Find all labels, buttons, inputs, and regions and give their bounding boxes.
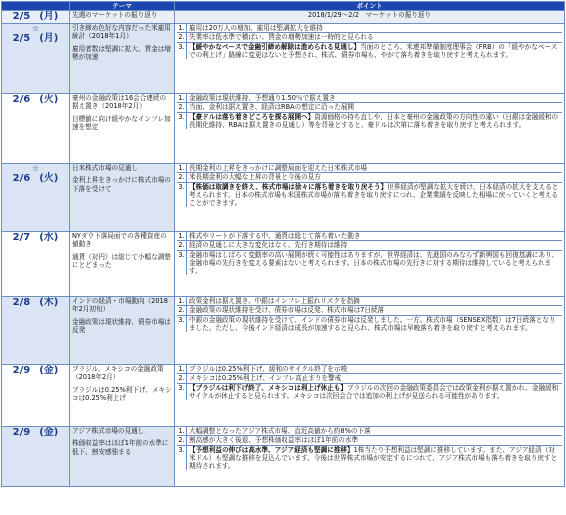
date-label: 2/9: [12, 365, 31, 376]
table-row: [2, 365, 565, 427]
point-headline: 【緩やかなペースで金融引締め解除は進められる見通し】: [189, 42, 361, 51]
theme-title[interactable]: NYダウ下落局面での各種資産の値動き: [72, 232, 167, 249]
point-body: 金融政策は現状維持、予想通り1.50％で据え置き: [189, 94, 336, 102]
point-text: [187, 365, 562, 373]
day-of-week-label: (金): [39, 365, 59, 376]
theme-cell[interactable]: [70, 365, 175, 427]
point-text: [187, 251, 562, 276]
point-item: [177, 113, 562, 130]
point-number: 2.: [177, 374, 187, 382]
point-number: 1.: [177, 365, 187, 373]
points-cell: [175, 11, 565, 24]
theme-title[interactable]: 豪州の金融政策は16会合連続の据え置き（2018年2月）: [72, 94, 167, 111]
point-body: 金融市場はしばらく変動率の高い展開が続く可能性はありますが、世界経済は、先進国のみならず新興国も回復基調にあり、金融市場の先行きを変える要素はないと考えられます。日本の株式市場の先行きに対する期待は維持していると考えられます。: [189, 250, 559, 276]
theme-cell[interactable]: [70, 94, 175, 164]
table-row: [2, 164, 565, 232]
date-label: 2/8: [12, 297, 31, 308]
point-number: 3.: [177, 251, 187, 276]
date-cell: [2, 94, 70, 164]
point-body: 当面のところ、米連邦準備制度理事会（FRB）の「緩やかなペースでの利上げ」路線に変更はないと予想され、株式、債券市場も、やがて落ち着きを取り戻すと考えられます。: [189, 42, 558, 59]
point-number: 1.: [177, 297, 187, 305]
date-cell: [2, 297, 70, 365]
point-item: [177, 446, 562, 471]
point-number: 2.: [177, 173, 187, 181]
point-body: 経済の見通しに大きな変化はなく、先行き期待は維持: [189, 241, 348, 250]
points-cell: [175, 427, 565, 487]
point-text: [187, 103, 562, 111]
point-number: 3.: [177, 446, 187, 471]
point-item: [177, 297, 562, 306]
star-icon: ☆: [31, 24, 40, 33]
date-label: 2/5: [12, 33, 31, 44]
point-body: 割高感が大きく後退、予想株価収益率はほぼ1年前の水準: [189, 436, 359, 445]
theme-title[interactable]: インドの経済・市場動向（2018年2月初旬）: [72, 297, 168, 314]
table-row: [2, 427, 565, 487]
point-number: 1.: [177, 24, 187, 32]
point-item: [177, 94, 562, 103]
theme-cell[interactable]: [70, 297, 175, 365]
point-number: 3.: [177, 183, 187, 208]
point-text: [187, 33, 562, 41]
point-headline: 【予想利益の伸びは高水準、アジア経済も堅調に推移】: [189, 445, 354, 454]
point-headline: 【株価は取調きを終え、株式市場は徐々に落ち着きを取り戻そう】: [189, 182, 388, 191]
points-cell: [175, 232, 565, 297]
day-of-week-label: (金): [39, 427, 59, 438]
point-body: 長期金利の上昇をきっかけに調整局面を迎えた日米株式市場: [189, 164, 368, 172]
point-number: 1.: [177, 94, 187, 102]
point-text: [187, 436, 562, 444]
point-text: [187, 164, 562, 172]
date-label: 2/9: [12, 427, 31, 438]
date-label: 2/6: [12, 94, 31, 105]
date-cell: [2, 365, 70, 427]
point-text: [187, 173, 562, 181]
point-body: 失業率は低水準で横ばい、賃金の増勢加速は一時的と見られる: [189, 33, 374, 42]
point-item: [177, 374, 562, 383]
day-of-week-label: (月): [39, 33, 59, 44]
theme-subtitle[interactable]: 目標値に向け緩やかなインフレ加速を想定: [72, 114, 171, 131]
point-text: [187, 113, 562, 130]
date-label: 2/7: [12, 232, 31, 243]
points-cell: [175, 24, 565, 94]
point-text: [187, 427, 562, 435]
table-row: [2, 24, 565, 94]
point-body: 世界経済が堅調な拡大を続け、日本経済の拡大を支えると考えられます。日本の株式市場も米国株式市場が落ち着きを取り戻すにつれ、企業業績を反映した相場に戻っていくと考えることができます。: [189, 182, 559, 208]
point-text: [187, 316, 562, 333]
points-cell: [175, 365, 565, 427]
point-text: [187, 94, 562, 102]
theme-subtitle[interactable]: 金利上昇をきっかけに株式市場の下落を受けて: [72, 176, 171, 193]
point-body: 中銀の金融政策の現状維持を受けて、インドの債券市場は反発しました。一方、株式市場（SENSEX指数）は7日続落となりました。ただし、今後インド経済は成長が加速すると見られ、株式市場は早晩落ち着きを取り戻すと考えられます。: [189, 315, 556, 332]
day-of-week-label: (水): [39, 232, 59, 243]
point-number: 2.: [177, 436, 187, 444]
date-label: 2/6: [12, 173, 31, 184]
date-cell: [2, 11, 70, 24]
theme-subtitle[interactable]: 金融政策は現状維持、債券市場は反発: [72, 317, 171, 334]
point-body: 1株当たり予想利益は堅調に推移しています。また、アジア経済（対米ドル）も堅調な推移を見込んでいます。今後は世界株式市場が安定するにつれて、アジア株式市場も落ち着きを取り戻すと期待されます。: [189, 445, 558, 471]
table-row: [2, 297, 565, 365]
point-body: 政策金利は据え置き、中銀はインフレ上振れリスクを指摘: [189, 297, 360, 305]
point-headline: 【豪ドルは落ち着きどころを探る展開へ】: [189, 112, 315, 121]
theme-subtitle[interactable]: 通貨（対円）は総じて小幅な調整にとどまった: [72, 252, 171, 269]
point-text: [187, 306, 562, 314]
points-cell: [175, 94, 565, 164]
point-body: 大幅調整となったアジア株式市場、直近高値から約8%の下落: [189, 427, 371, 435]
theme-title[interactable]: 引き締め色好な内容だった米雇用統計（2018年1月）: [72, 24, 171, 41]
point-item: [177, 24, 562, 33]
day-of-week-label: (火): [39, 173, 59, 184]
point-item: [177, 183, 562, 208]
point-text: 2018/1/29～2/2 マーケットの振り返り: [307, 11, 432, 19]
date-cell: [2, 164, 70, 232]
schedule-body: [2, 11, 565, 487]
date-cell: [2, 232, 70, 297]
theme-cell[interactable]: [70, 232, 175, 297]
theme-cell[interactable]: [70, 427, 175, 487]
point-body: ブラジルは0.25%利下げ、緩和のサイクル終了を示唆: [189, 365, 348, 373]
point-number: 3.: [177, 316, 187, 333]
star-icon: ☆: [31, 164, 40, 173]
point-number: 2.: [177, 241, 187, 249]
point-body: 資源価格の持ち直しや、日本と豪州の金融政策の方向性の違い（日銀は金融緩和の長期化維持、RBAは据え置きの見通し）等を背景とすると、豪ドルは次第に落ち着きを取り戻すと考えられます。: [189, 112, 559, 129]
date-cell: [2, 24, 70, 94]
theme-title[interactable]: ブラジル、メキシコの金融政策（2018年2月）: [72, 365, 164, 382]
day-of-week-label: (月): [39, 11, 59, 22]
point-text: [187, 43, 562, 60]
point-item: [177, 316, 562, 333]
day-of-week-label: (木): [39, 297, 59, 308]
point-item: [177, 241, 562, 250]
table-row: [2, 232, 565, 297]
theme-subtitle[interactable]: ブラジルは0.25%利下げ、メキシコは0.25%利上げ: [72, 385, 172, 402]
theme-title[interactable]: アジア株式市場の見通し: [72, 427, 145, 435]
point-body: ブラジルの次回の金融政策委員会では政策金利が据え置かれ、金融緩和サイクルが休止すると見られます。メキシコは次回会合では追加の利上げが見送られる可能性があります。: [189, 383, 559, 400]
point-item: [177, 33, 562, 42]
point-text: [187, 24, 562, 32]
point-headline: 【ブラジルは利下げ終了、メキシコは利上げ休止も】: [189, 383, 348, 392]
point-number: 3.: [177, 43, 187, 60]
points-cell: [175, 297, 565, 365]
point-number: 1.: [177, 232, 187, 240]
point-item: [177, 427, 562, 436]
point-number: 2.: [177, 103, 187, 111]
theme-column-header: テーマ: [70, 2, 175, 11]
point-text: [187, 384, 562, 401]
point-number: 3.: [177, 384, 187, 401]
point-body: メキシコは0.25%利上げ、インフレ高止まりを警戒: [189, 374, 342, 383]
point-item: [177, 306, 562, 315]
point-item: [177, 365, 562, 374]
point-number: 2.: [177, 33, 187, 41]
schedule-table: [1, 1, 565, 487]
point-number: 2.: [177, 306, 187, 314]
point-text: [187, 232, 562, 240]
table-row: [2, 11, 565, 24]
theme-cell[interactable]: [70, 24, 175, 94]
points-cell: [175, 164, 565, 232]
point-number: 1.: [177, 427, 187, 435]
point-text: [187, 446, 562, 471]
point-item: [177, 103, 562, 112]
point-text: [187, 183, 562, 208]
date-label: 2/5: [12, 11, 31, 22]
point-body: 米長期金利の大幅な上昇の背景と今後の見方: [189, 173, 321, 182]
point-column-header: ポイント: [175, 2, 565, 11]
point-item: [177, 384, 562, 401]
theme-title[interactable]: 日米株式市場の見通し: [72, 164, 138, 172]
theme-cell[interactable]: [70, 11, 175, 24]
point-item: [177, 43, 562, 60]
point-item: [177, 232, 562, 241]
point-number: 1.: [177, 164, 187, 172]
theme-subtitle[interactable]: 株価収益率はほぼ1年前の水準に低下、割安感強まる: [72, 439, 169, 456]
point-number: 3.: [177, 113, 187, 130]
theme-cell[interactable]: [70, 164, 175, 232]
theme-subtitle[interactable]: 雇用者数は堅調に拡大、賃金は増勢が加速: [72, 44, 171, 61]
point-body: 株式やリートが下落する中、通貨は総じて落ち着いた動き: [189, 232, 361, 240]
date-column-header: [2, 2, 70, 11]
point-text: [187, 241, 562, 249]
point-item: [177, 164, 562, 173]
date-cell: [2, 427, 70, 487]
theme-title[interactable]: 先週のマーケットの振り返り: [72, 11, 158, 19]
point-body: 当面、金利は据え置き、経済はRBAの想定に沿った展開: [189, 103, 355, 112]
table-row: [2, 94, 565, 164]
point-body: 雇用は20万人の増加、雇用は堅調拡大を維持: [189, 24, 323, 32]
point-item: [177, 173, 562, 182]
point-text: [187, 297, 562, 305]
point-text: [187, 374, 562, 382]
point-body: 金融政策の現状維持を受け、債券市場は反発、株式市場は7日続落: [189, 306, 385, 315]
day-of-week-label: (火): [39, 94, 59, 105]
point-item: [177, 436, 562, 445]
point-item: [177, 251, 562, 276]
